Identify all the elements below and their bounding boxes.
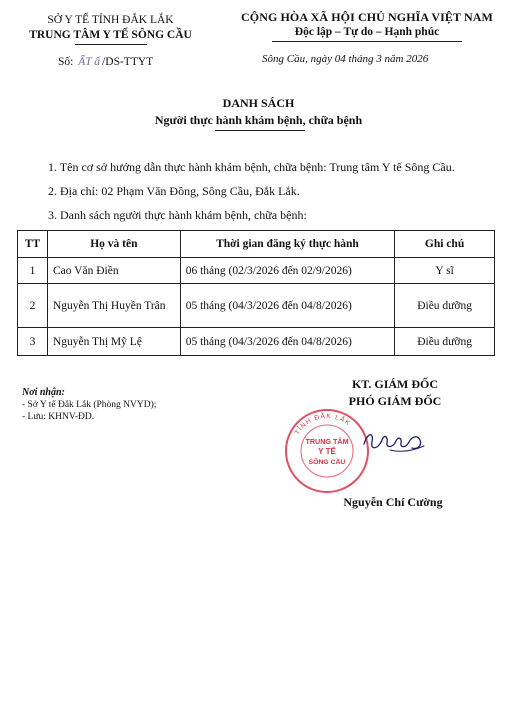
row-note: Điều dưỡng [395,328,495,356]
agency-underline [75,44,147,45]
document-number [58,56,153,68]
table-row [18,258,495,284]
row-note: Điều dưỡng [395,284,495,328]
recipient-line: - Sở Y tế Đắk Lắk (Phòng NVYD); [22,400,157,410]
recipients-label: Nơi nhận: [22,387,65,398]
row-period: 05 tháng (04/3/2026 đến 04/8/2026) [180,328,394,356]
recipients-block [22,387,156,423]
column-header-name: Họ và tên [47,231,180,258]
stamp-center-line1: TRUNG TÂM [305,437,349,446]
column-header-note: Ghi chú [395,231,495,258]
row-period: 06 tháng (02/3/2026 đến 02/9/2026) [180,258,394,284]
parent-agency: SỞ Y TẾ TỈNH ĐẮK LẮK [47,14,174,26]
signature-title: KT. GIÁM ĐỐC [351,377,439,391]
motto-underline [272,41,462,42]
row-name: Cao Văn Điền [47,258,180,284]
stamp-ring-text: TỈNH ĐẮK LẮK [293,412,352,437]
row-name: Nguyễn Thị Mỹ Lệ [47,328,180,356]
issuing-agency-block [8,13,213,45]
stamp-center-line2: Y TẾ [318,447,336,456]
table-header-row [18,231,495,258]
svg-text:TỈNH ĐẮK LẮK [294,411,352,436]
document-date: Sông Cầu, ngày 04 tháng 3 năm 2026 [262,53,429,65]
official-stamp [284,408,370,494]
item-list-heading: 3. Danh sách người thực hành khám bệnh, chữa bệnh: [48,208,307,222]
recipient-line: - Lưu: KHNV-ĐD. [22,412,95,422]
document-number-prefix: Số: [58,56,74,68]
table-row [18,328,495,356]
national-motto-block [222,10,512,42]
subtitle-underline [215,130,305,131]
motto: Độc lập – Tự do – Hạnh phúc [294,26,440,38]
row-number: 3 [18,328,48,356]
column-header-no: TT [18,231,48,258]
column-header-period: Thời gian đăng ký thực hành [180,231,394,258]
country-name: CỘNG HÒA XÃ HỘI CHỦ NGHĨA VIỆT NAM [241,10,493,24]
row-number: 1 [18,258,48,284]
agency-name: TRUNG TÂM Y TẾ SÔNG CẦU [29,29,192,41]
stamp-center-line3: SÔNG CẦU [308,459,346,466]
document-subtitle: Người thực hành khám bệnh, chữa bệnh [154,113,363,127]
document-title: DANH SÁCH [222,96,295,110]
signer-name: Nguyễn Chí Cường [343,495,443,509]
table-row [18,284,495,328]
row-note: Y sĩ [395,258,495,284]
row-name: Nguyễn Thị Huyền Trân [47,284,180,328]
signature-position: PHÓ GIÁM ĐỐC [348,394,442,408]
handwritten-signature [360,426,428,456]
item-address: 2. Địa chỉ: 02 Phạm Văn Đồng, Sông Cầu, Đắk Lắk. [48,184,300,198]
row-period: 05 tháng (04/3/2026 đến 04/8/2026) [180,284,394,328]
document-number-handwritten: ẤT ấ [78,56,101,68]
row-number: 2 [18,284,48,328]
item-facility: 1. Tên cơ sở hướng dẫn thực hành khám bệnh, chữa bệnh: Trung tâm Y tế Sông Cầu. [48,160,455,174]
document-number-suffix: /DS-TTYT [102,56,154,68]
practitioner-table [17,230,495,356]
